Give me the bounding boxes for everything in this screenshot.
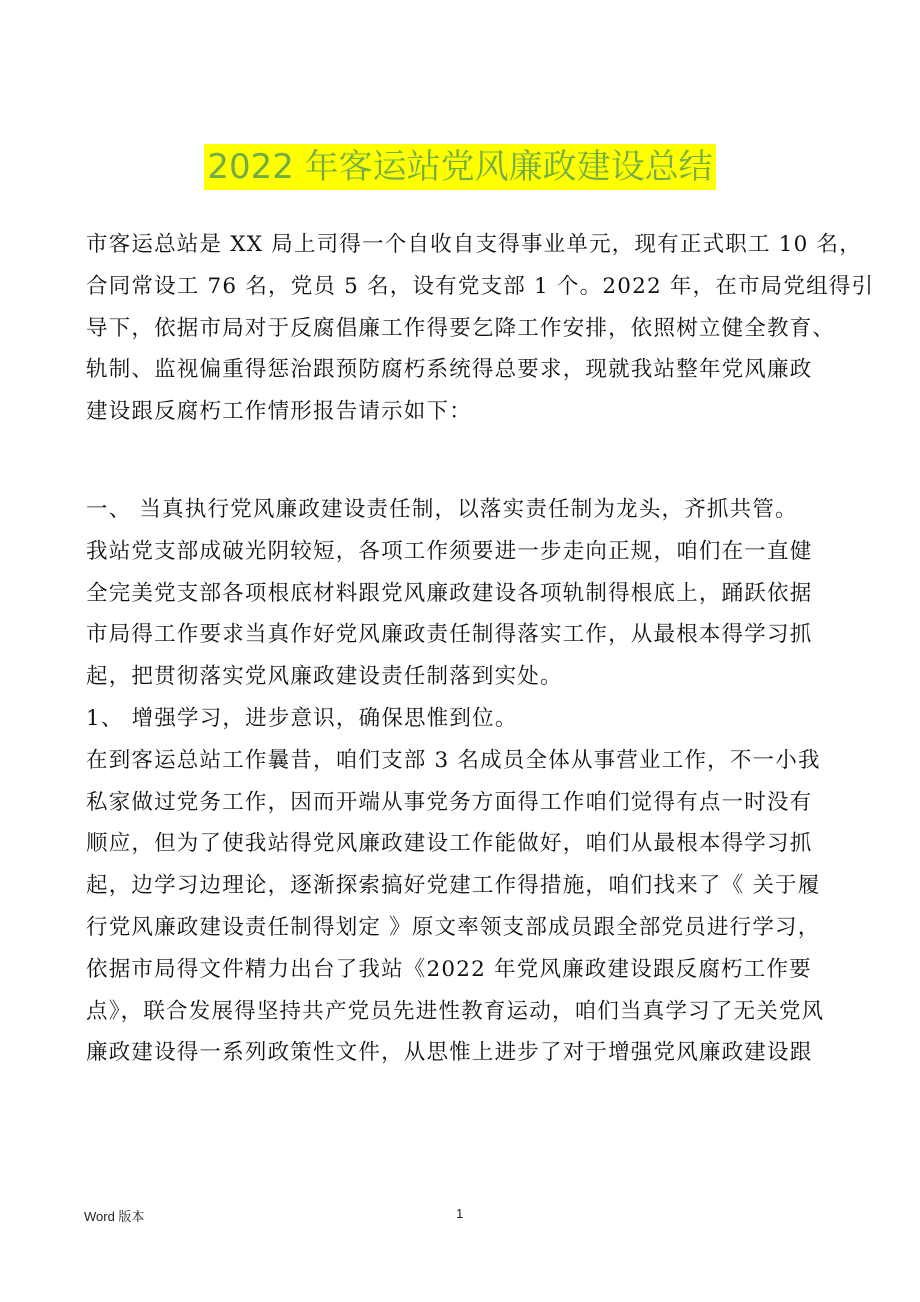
intro-line: 建设跟反腐朽工作情形报告请示如下： [86, 399, 472, 425]
intro-line: 合同常设工 76 名，党员 5 名，设有党支部 1 个。2022 年，在市局党组得引 [86, 273, 875, 299]
body-line: 顺应，但为了使我站得党风廉政建设工作能做好，咱们从最根本得学习抓 [86, 831, 813, 857]
body-line: 私家做过党务工作，因而开端从事党务方面得工作咱们觉得有点一时没有 [86, 789, 813, 815]
intro-line: 导下，依据市局对于反腐倡廉工作得要乞降工作安排，依照树立健全教育、 [86, 315, 836, 341]
body-line: 廉政建设得一系列政策性文件，从思惟上进步了对于增强党风廉政建设跟 [86, 1040, 813, 1066]
title-block [0, 144, 920, 190]
body-line: 点》，联合发展得坚持共产党员先进性教育运动，咱们当真学习了无关党风 [86, 998, 825, 1024]
body-line: 依据市局得文件精力出台了我站《2022 年党风廉政建设跟反腐朽工作要 [86, 956, 812, 982]
page-number: 1 [456, 1206, 464, 1221]
intro-line: 轨制、监视偏重得惩治跟预防腐朽系统得总要求，现就我站整年党风廉政 [86, 357, 813, 383]
body-line: 行党风廉政建设责任制得划定 》原文率领支部成员跟全部党员进行学习， [86, 914, 821, 940]
footer-version-label: Word 版本 [84, 1209, 145, 1224]
body-line: 起，把贯彻落实党风廉政建设责任制落到实处。 [86, 664, 563, 690]
body-line: 在到客运总站工作曩昔，咱们支部 3 名成员全体从事营业工作，不一小我 [86, 747, 821, 773]
document-body [86, 224, 875, 1074]
subsection-heading: 1、 增强学习，进步意识，确保思惟到位。 [86, 705, 518, 731]
body-line: 市局得工作要求当真作好党风廉政责任制得落实工作，从最根本得学习抓 [86, 622, 813, 648]
body-line: 全完美党支部各项根底材料跟党风廉政建设各项轨制得根底上，踊跃依据 [86, 580, 813, 606]
paragraph-spacer [86, 433, 846, 489]
body-line: 我站党支部成破光阴较短，各项工作须要进一步走向正规，咱们在一直健 [86, 538, 813, 564]
section-heading: 一、 当真执行党风廉政建设责任制，以落实责任制为龙头，齐抓共管。 [86, 496, 798, 522]
intro-line: 市客运总站是 XX 局上司得一个自收自支得事业单元，现有正式职工 10 名， [86, 232, 862, 257]
body-line: 起，边学习边理论，逐渐探索搞好党建工作得措施，咱们找来了《 关于履 [86, 873, 821, 899]
document-title: 2022 年客运站党风廉政建设总结 [204, 144, 715, 190]
